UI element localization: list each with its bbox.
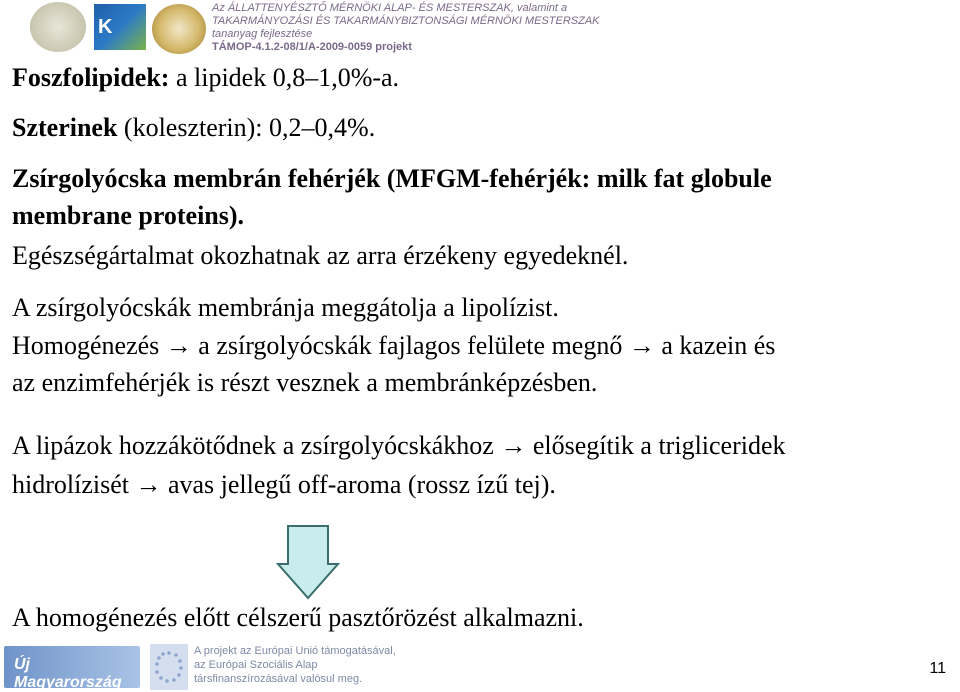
footer-logo-text: Új Magyarország xyxy=(14,656,122,691)
footer-text xyxy=(194,644,396,686)
header-text xyxy=(212,2,600,54)
faculty-crest-logo xyxy=(152,4,206,54)
line-homogenezes-2: az enzimfehérjék is részt vesznek a membránképzésben. xyxy=(12,368,598,397)
slide-header xyxy=(0,0,960,58)
down-arrow-icon xyxy=(276,524,340,600)
k-project-logo xyxy=(94,4,146,50)
footer-line-1: A projekt az Európai Unió támogatásával, xyxy=(194,645,396,657)
line-lipazok-1: A lipázok hozzákötődnek a zsírgolyócskákhoz → elősegítik a trigliceridek xyxy=(12,431,786,460)
header-project-code: TÁMOP-4.1.2-08/1/A-2009-0059 projekt xyxy=(212,41,412,53)
text-szterinek: (koleszterin): 0,2–0,4%. xyxy=(117,113,376,142)
header-line-3: tananyag fejlesztése xyxy=(212,28,313,40)
line-szterinek xyxy=(12,112,375,144)
term-foszfolipidek: Foszfolipidek: xyxy=(12,63,170,92)
line-conclusion: A homogénezés előtt célszerű pasztőrözést alkalmazni. xyxy=(12,603,584,632)
university-seal-logo xyxy=(30,2,86,52)
text-foszfolipidek: a lipidek 0,8–1,0%-a. xyxy=(169,63,400,92)
uj-magyarorszag-logo xyxy=(4,646,140,691)
term-szterinek: Szterinek xyxy=(12,113,118,142)
page-number: 11 xyxy=(929,660,946,677)
footer-line-3: társfinanszírozásával valósul meg. xyxy=(194,673,363,685)
header-line-1: Az ÁLLATTENYÉSZTŐ MÉRNÖKI ALAP- ÉS MESTERSZAK, valamint a xyxy=(212,2,568,14)
eu-flag-icon xyxy=(150,644,188,690)
line-homogenezes-1: Homogénezés → a zsírgolyócskák fajlagos felülete megnő → a kazein és xyxy=(12,331,776,360)
logo-letter: K xyxy=(98,16,113,38)
line-egeszseg: Egészségártalmat okozhatnak az arra érzékeny egyedeknél. xyxy=(12,241,629,270)
header-line-2: TAKARMÁNYOZÁSI ÉS TAKARMÁNYBIZTONSÁGI MÉRNÖKI MESTERSZAK xyxy=(212,15,600,27)
slide-footer xyxy=(0,642,960,692)
line-lipazok-2: hidrolízisét → avas jellegű off-aroma (rossz ízű tej). xyxy=(12,470,556,499)
line-foszfolipidek xyxy=(12,62,399,94)
line-mfgm-2: membrane proteins). xyxy=(12,201,245,230)
line-lipolizis: A zsírgolyócskák membránja meggátolja a lipolízist. xyxy=(12,293,559,322)
line-mfgm-1: Zsírgolyócska membrán fehérjék (MFGM-fehérjék: milk fat globule xyxy=(12,164,772,193)
footer-line-2: az Európai Szociális Alap xyxy=(194,659,318,671)
